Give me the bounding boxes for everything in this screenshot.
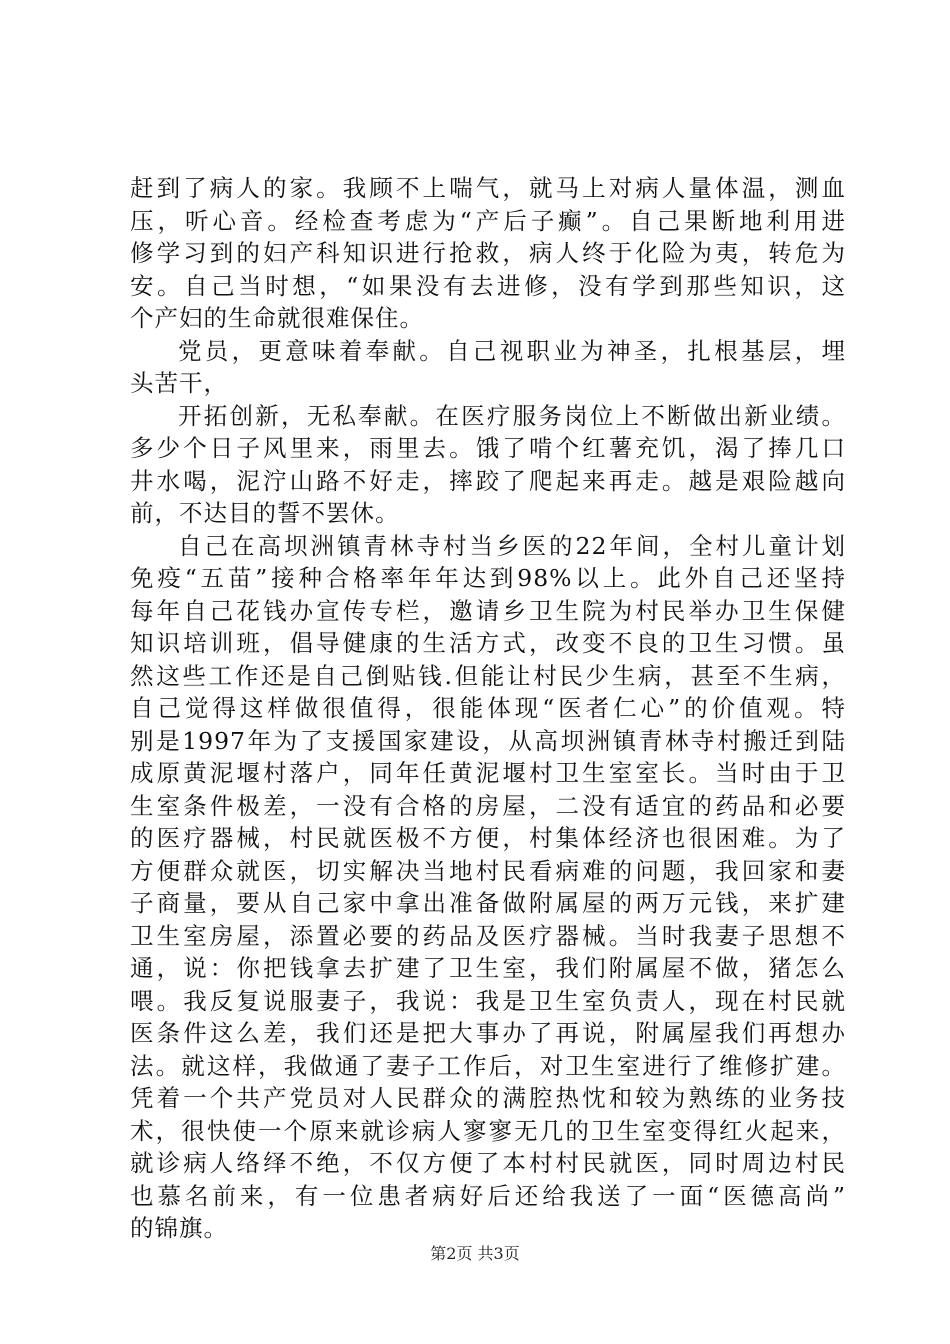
text-line: 安。自己当时想，“如果没有去进修，没有学到那些知识，这 <box>130 271 846 300</box>
text-line: 别是1997年为了支援国家建设，从高坝洲镇青林寺村搬迁到陆 <box>130 726 846 755</box>
text-line: 法。就这样，我做通了妻子工作后，对卫生室进行了维修扩建。 <box>130 1051 846 1080</box>
text-line: 成原黄泥堰村落户，同年任黄泥堰村卫生室室长。当时由于卫 <box>130 759 846 787</box>
text-line: 凭着一个共产党员对人民群众的满腔热忱和较为熟练的业务技 <box>130 1084 846 1112</box>
text-line: 免疫“五苗”接种合格率年年达到98%以上。此外自己还坚持 <box>130 564 846 592</box>
text-line: 压，听心音。经检查考虑为“产后子癫”。自己果断地利用进 <box>130 206 846 235</box>
text-line: 子商量，要从自己家中拿出准备做附属屋的两万元钱，来扩建 <box>130 889 846 917</box>
text-line: 也慕名前来，有一位患者病好后还给我送了一面“医德高尚” <box>130 1181 846 1210</box>
page-footer: 第2页 共3页 <box>430 1244 520 1263</box>
text-line: 自己觉得这样做很值得，很能体现“医者仁心”的价值观。特 <box>130 694 846 722</box>
text-line: 通，说：你把钱拿去扩建了卫生室，我们附属屋不做，猪怎么 <box>130 954 846 982</box>
text-line: 然这些工作还是自己倒贴钱.但能让村民少生病，甚至不生病， <box>130 661 846 690</box>
text-line: 多少个日子风里来，雨里去。饿了啃个红薯充饥，渴了捧几口 <box>130 434 846 462</box>
text-line: 每年自己花钱办宣传专栏，邀请乡卫生院为村民举办卫生保健 <box>130 596 846 625</box>
text-line: 知识培训班，倡导健康的生活方式，改变不良的卫生习惯。虽 <box>130 629 846 657</box>
text-line: 头苦干， <box>130 369 228 397</box>
text-line: 前，不达目的誓不罢休。 <box>130 499 400 527</box>
text-line: 方便群众就医，切实解决当地村民看病难的问题，我回家和妻 <box>130 856 846 885</box>
text-line: 喂。我反复说服妻子，我说：我是卫生室负责人，现在村民就 <box>130 986 846 1015</box>
text-line: 开拓创新，无私奉献。在医疗服务岗位上不断做出新业绩。 <box>178 401 846 430</box>
text-line: 卫生室房屋，添置必要的药品及医疗器械。当时我妻子思想不 <box>130 921 846 950</box>
text-line: 自己在高坝洲镇青林寺村当乡医的22年间，全村儿童计划 <box>178 531 846 560</box>
text-line: 生室条件极差，一没有合格的房屋，二没有适宜的药品和必要 <box>130 791 846 820</box>
text-line: 修学习到的妇产科知识进行抢救，病人终于化险为夷，转危为 <box>130 239 846 267</box>
body-text <box>130 172 846 1245</box>
text-line: 赶到了病人的家。我顾不上喘气，就马上对病人量体温，测血 <box>130 174 846 202</box>
text-line: 医条件这么差，我们还是把大事办了再说，附属屋我们再想办 <box>130 1019 846 1047</box>
text-line: 术，很快使一个原来就诊病人寥寥无几的卫生室变得红火起来， <box>130 1116 846 1145</box>
text-line: 个产妇的生命就很难保住。 <box>130 304 424 332</box>
text-line: 就诊病人络绎不绝，不仅方便了本村村民就医，同时周边村民 <box>130 1149 846 1177</box>
text-line: 的医疗器械，村民就医极不方便，村集体经济也很困难。为了 <box>130 824 846 852</box>
text-line: 的锦旗。 <box>130 1214 228 1242</box>
text-line: 党员，更意味着奉献。自己视职业为神圣，扎根基层，埋 <box>178 336 846 365</box>
text-line: 井水喝，泥泞山路不好走，摔跤了爬起来再走。越是艰险越向 <box>130 466 846 495</box>
